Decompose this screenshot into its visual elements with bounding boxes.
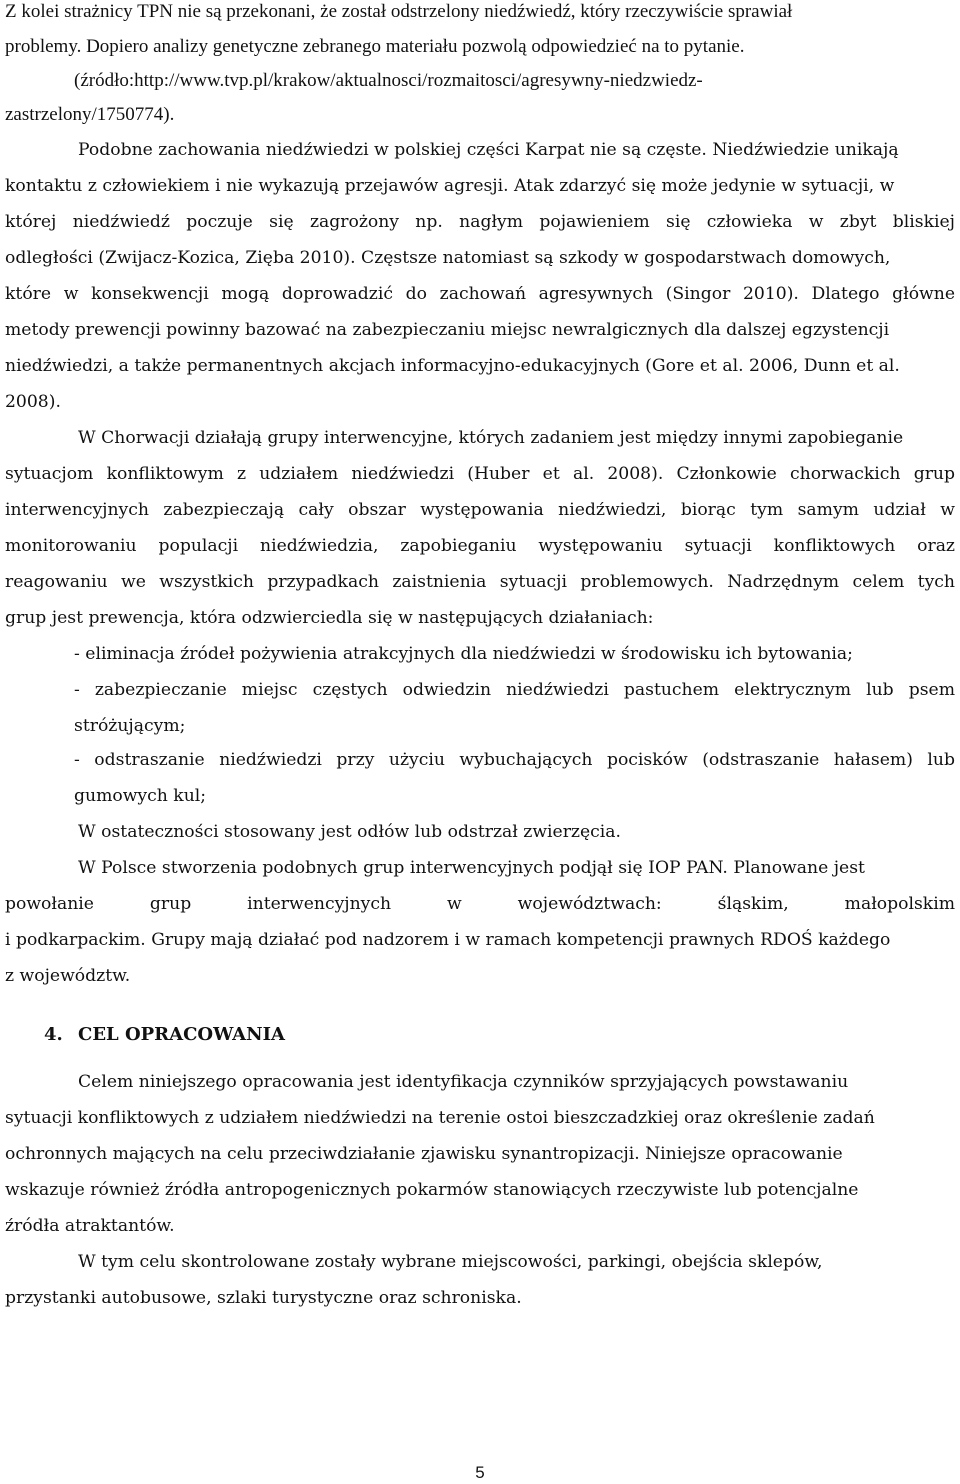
text-line: sytuacji konfliktowych z udziałem niedźwiedzi na terenie ostoi bieszczadzkiej oraz określenie zadań [5, 1108, 875, 1128]
text-line: monitorowaniu populacji niedźwiedzia, zapobieganiu występowaniu sytuacji konfliktowych oraz [5, 536, 955, 556]
source-link-line: (źródło:http://www.tvp.pl/krakow/aktualnosci/rozmaitosci/agresywny-niedzwiedz- [74, 70, 703, 91]
text-line: kontaktu z człowiekiem i nie wykazują przejawów agresji. Atak zdarzyć się może jedynie w sytuacji, w [5, 176, 895, 196]
text-line: interwencyjnych zabezpieczają cały obszar występowania niedźwiedzi, biorąc tym samym udział w [5, 500, 955, 520]
text-line: reagowaniu we wszystkich przypadkach zaistnienia sytuacji problemowych. Nadrzędnym celem tych [5, 572, 955, 592]
section-heading [44, 1024, 285, 1045]
text-line: metody prewencji powinny bazować na zabezpieczaniu miejsc newralgicznych dla dalszej egzystencji [5, 320, 890, 340]
text-line: ochronnych mających na celu przeciwdziałanie zjawisku synantropizacji. Niniejsze opracowanie [5, 1144, 843, 1164]
text-line: W Polsce stworzenia podobnych grup interwencyjnych podjął się IOP PAN. Planowane jest [78, 858, 865, 878]
text-line: wskazuje również źródła antropogenicznych pokarmów stanowiących rzeczywiste lub potencjalne [5, 1180, 859, 1200]
text-line: grup jest prewencja, która odzwierciedla się w następujących działaniach: [5, 608, 654, 628]
list-item-continuation: gumowych kul; [74, 786, 207, 806]
text-line: W ostateczności stosowany jest odłów lub odstrzał zwierzęcia. [78, 822, 621, 842]
text-line: które w konsekwencji mogą doprowadzić do zachowań agresywnych (Singor 2010). Dlatego główne [5, 284, 955, 304]
list-item: - zabezpieczanie miejsc częstych odwiedzin niedźwiedzi pastuchem elektrycznym lub psem [74, 680, 955, 700]
source-link-line: zastrzelony/1750774). [5, 104, 175, 125]
text-line: której niedźwiedź poczuje się zagrożony np. nagłym pojawieniem się człowieka w zbyt bliskiej [5, 212, 955, 232]
text-line: 2008). [5, 392, 61, 412]
text-line: z województw. [5, 966, 131, 986]
text-line: przystanki autobusowe, szlaki turystyczne oraz schroniska. [5, 1288, 522, 1308]
text-line: W tym celu skontrolowane zostały wybrane miejscowości, parkingi, obejścia sklepów, [78, 1252, 823, 1272]
text-line: odległości (Zwijacz-Kozica, Zięba 2010). Częstsze natomiast są szkody w gospodarstwach domowych, [5, 248, 891, 268]
text-line: Celem niniejszego opracowania jest identyfikacja czynników sprzyjających powstawaniu [78, 1072, 849, 1092]
text-line: powołanie grup interwencyjnych w województwach: śląskim, małopolskim [5, 894, 955, 914]
text-line: Z kolei strażnicy TPN nie są przekonani, że został odstrzelony niedźwiedź, który rzeczywiście sprawiał [5, 1, 793, 22]
section-number: 4. [44, 1024, 63, 1045]
text-line: problemy. Dopiero analizy genetyczne zebranego materiału pozwolą odpowiedzieć na to pytanie. [5, 36, 745, 57]
list-item: - eliminacja źródeł pożywienia atrakcyjnych dla niedźwiedzi w środowisku ich bytowania; [74, 644, 853, 664]
text-line: źródła atraktantów. [5, 1216, 175, 1236]
page-number: 5 [475, 1463, 485, 1482]
text-line: sytuacjom konfliktowym z udziałem niedźwiedzi (Huber et al. 2008). Członkowie chorwackich grup [5, 464, 955, 484]
section-title: CEL OPRACOWANIA [78, 1024, 285, 1045]
text-line: Podobne zachowania niedźwiedzi w polskiej części Karpat nie są częste. Niedźwiedzie unikają [78, 140, 899, 160]
list-item: - odstraszanie niedźwiedzi przy użyciu wybuchających pocisków (odstraszanie hałasem) lub [74, 750, 955, 770]
text-line: niedźwiedzi, a także permanentnych akcjach informacyjno-edukacyjnych (Gore et al. 2006, Dunn et al. [5, 356, 900, 376]
list-item-continuation: stróżującym; [74, 716, 186, 736]
text-line: W Chorwacji działają grupy interwencyjne, których zadaniem jest między innymi zapobieganie [78, 428, 904, 448]
text-line: i podkarpackim. Grupy mają działać pod nadzorem i w ramach kompetencji prawnych RDOŚ każdego [5, 930, 891, 950]
